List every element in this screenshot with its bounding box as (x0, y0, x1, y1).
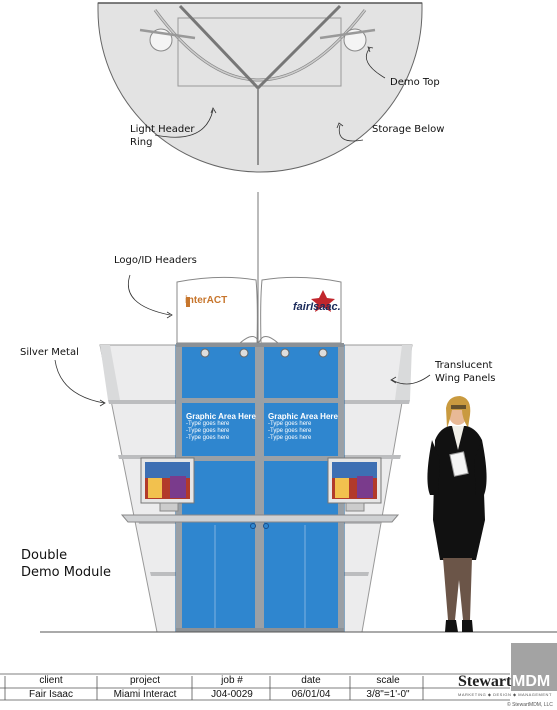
tb-value-date: 06/01/04 (291, 689, 331, 700)
graphic-panels (176, 343, 344, 632)
brand-box-text: MDM (512, 673, 551, 690)
label-light-header-ring-1: Light Header (130, 124, 195, 135)
label-light-header-ring-2: Ring (130, 137, 153, 148)
label-storage-below: Storage Below (372, 124, 445, 135)
fairisaac-logo: fairIsaac. (293, 301, 341, 313)
graphic-line: -Type goes here (186, 435, 230, 441)
graphic-line: -Type goes here (186, 428, 230, 434)
graphic-area-left (186, 412, 256, 442)
graphic-line: -Type goes here (268, 421, 312, 427)
brand-tagline: MARKETING ◆ DESIGN ◆ MANAGEMENT (458, 692, 552, 697)
label-translucent-1: Translucent (435, 360, 493, 371)
label-silver-metal: Silver Metal (20, 347, 79, 358)
monitor-left (141, 458, 194, 511)
module-title-1: Double (21, 548, 68, 563)
brand-word: Stewart (458, 673, 512, 690)
tb-value-client: Fair Isaac (29, 689, 73, 700)
graphic-title: Graphic Area Here (268, 412, 338, 421)
graphic-title: Graphic Area Here (186, 412, 256, 421)
tb-value-project: Miami Interact (113, 689, 177, 700)
interact-logo: interACT (185, 295, 228, 306)
tb-header-date: date (301, 675, 321, 686)
label-logo-headers: Logo/ID Headers (114, 255, 197, 266)
monitor-right (328, 458, 381, 511)
copyright: © StewartMDM, LLC (507, 702, 553, 708)
tb-header-job: job # (221, 675, 243, 686)
graphic-line: -Type goes here (186, 421, 230, 427)
tb-header-client: client (39, 675, 63, 686)
tb-header-project: project (129, 675, 160, 686)
tb-value-scale: 3/8"=1'-0" (366, 689, 410, 700)
tb-value-job: J04-0029 (211, 689, 253, 700)
graphic-area-right (268, 412, 338, 442)
person-figure (427, 396, 486, 632)
label-translucent-2: Wing Panels (435, 373, 496, 384)
module-title-2: Demo Module (21, 565, 112, 580)
tb-header-scale: scale (376, 675, 400, 686)
label-demo-top: Demo Top (390, 77, 440, 88)
graphic-line: -Type goes here (268, 428, 312, 434)
graphic-line: -Type goes here (268, 435, 312, 441)
